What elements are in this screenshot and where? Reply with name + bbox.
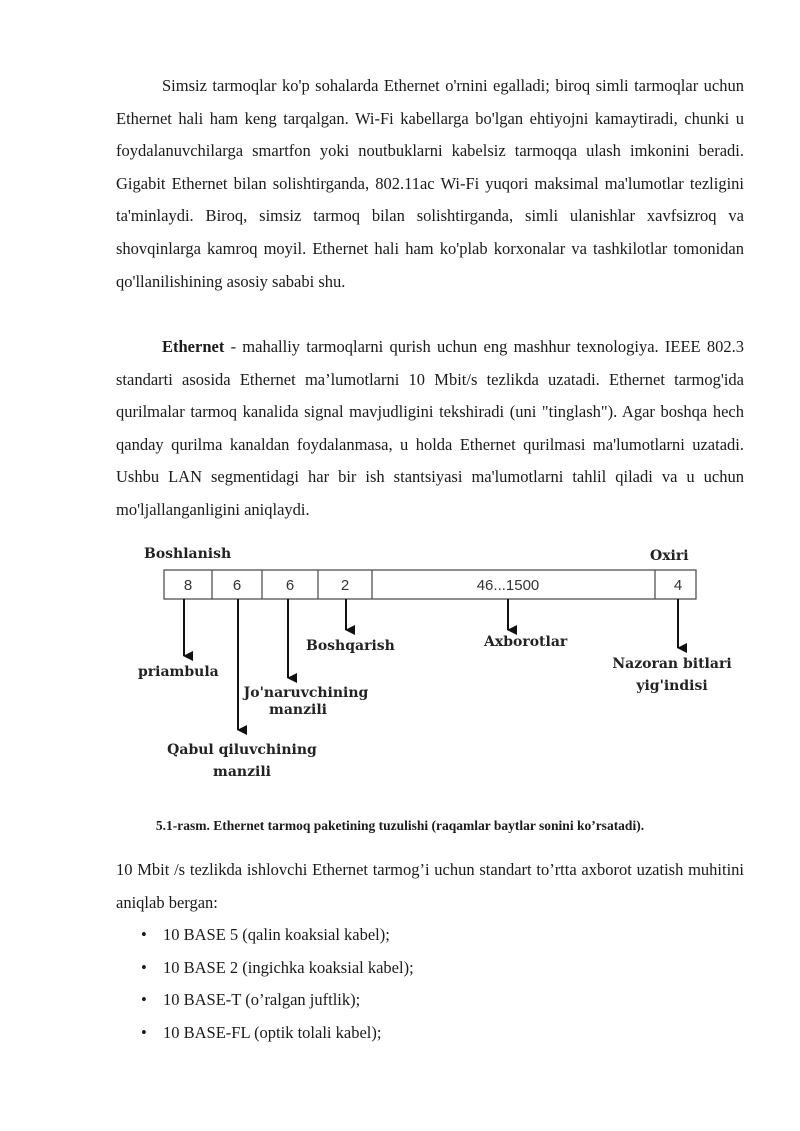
bullet-marker: • [141,925,147,944]
bullet-marker: • [141,1022,147,1042]
list-item [116,984,414,1017]
label-data: Axborotlar [484,634,568,650]
label-receiver-line2: manzili [213,764,271,780]
frame-diagram-svg [132,538,732,788]
field-checksum-bytes: 4 [673,577,683,594]
field-control-bytes: 2 [340,577,350,594]
field-source-bytes: 6 [285,577,295,594]
list-item [116,952,414,985]
label-receiver-line1: Qabul qiluvchining [167,742,317,758]
label-sender-line2: manzili [269,702,327,718]
figure-caption: 5.1-rasm. Ethernet tarmoq paketining tuzulishi (raqamlar baytlar sonini ko’rsatadi). [155,818,645,833]
list-item [116,1017,414,1050]
label-checksum-line2: yig'indisi [636,678,708,694]
term-ethernet: Ethernet [162,337,225,356]
list-item-text: 10 BASE 5 (qalin koaksial kabel); [163,925,390,944]
bullet-marker: • [141,957,147,977]
frame-outline [164,570,696,599]
paragraph-ethernet [116,331,744,527]
list-item-text: 10 BASE-FL (optik tolali kabel); [163,1022,382,1042]
start-label: Boshlanish [144,546,232,562]
ethernet-frame-diagram [132,538,732,788]
bullet-marker: • [141,990,147,1010]
list-item-text: 10 BASE-T (o’ralgan juftlik); [163,990,361,1010]
list-item [116,919,414,952]
field-preamble-bytes: 8 [183,577,193,594]
label-control: Boshqarish [306,638,395,654]
paragraph-standards: 10 Mbit /s tezlikda ishlovchi Ethernet tarmog’i uchun standart to’rtta axborot uzatish muhitini aniqlab bergan: [116,860,744,912]
label-sender-line1: Jo'naruvchining [243,685,369,701]
end-label: Oxiri [650,548,689,564]
media-list [116,919,414,1049]
paragraph-wireless: Simsiz tarmoqlar ko'p sohalarda Ethernet o'rnini egalladi; biroq simli tarmoqlar uchun Ethernet hali ham keng tarqalgan. Wi-Fi kabellarga bo'lgan ehtiyojni kamaytiradi, chunki u foydalanuvchilarga smartfon yoki noutbuklarni kabelsiz tarmoqqa ulash imkonini beradi. Gigabit Ethernet bilan solishtirganda, 802.11ac Wi-Fi yuqori maksimal ma'lumotlar tezligini ta'minlaydi. Biroq, simsiz tarmoq bilan solishtirganda, simli ulanishlar xavfsizroq va shovqinlarga kamroq moyil. Ethernet hali ham ko'plab korxonalar va tashkilotlar tomonidan qo'llanilishining asosiy sababi shu. [116,76,744,291]
label-checksum-line1: Nazoran bitlari [612,656,732,672]
paragraph-ethernet-text: - mahalliy tarmoqlarni qurish uchun eng mashhur texnologiya. IEEE 802.3 standarti asosida Ethernet ma’lumotlarni 10 Mbit/s tezlikda uzatadi. Ethernet tarmog'ida qurilmalar tarmoq kanalida signal mavjudligini tekshiradi (uni "tinglash"). Agar boshqa hech qanday qurilma kanaldan foydalanmasa, u holda Ethernet qurilmasi ma'lumotlarni uzatadi. Ushbu LAN segmentidagi har bir ish stantsiyasi ma'lumotlarni tahlil qiladi va u uchun mo'ljallanganligini aniqlaydi. [116,337,744,519]
field-data-bytes: 46...1500 [476,577,540,594]
label-preamble: priambula [138,664,219,680]
list-item-text: 10 BASE 2 (ingichka koaksial kabel); [163,957,414,977]
field-destination-bytes: 6 [232,577,242,594]
